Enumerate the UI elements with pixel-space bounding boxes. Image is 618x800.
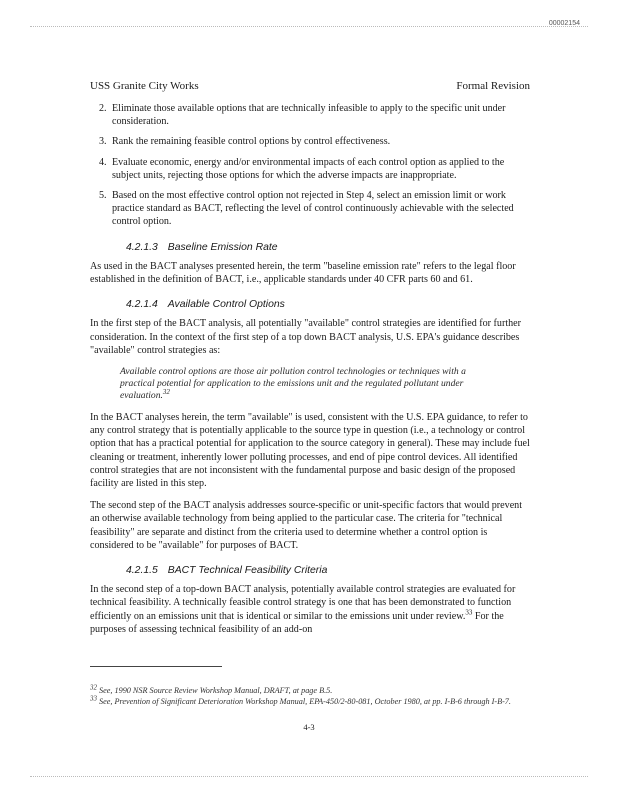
list-item <box>90 189 530 229</box>
list-item <box>90 156 530 182</box>
step-number: 2. <box>99 103 107 114</box>
footnotes <box>90 683 530 707</box>
step-number: 4. <box>99 156 107 168</box>
footnote-text: See, 1990 NSR Source Review Workshop Manual, DRAFT, at page B.5. <box>99 686 333 695</box>
available-paragraph-2: In the BACT analyses herein, the term "available" is used, consistent with the U.S. EPA guidance, to refer to any control strategy that is potentially applicable to the source type in question (i.e., a technology or control option that has a practical potential for application to the source category in general). These may include fuel cleaning or treatment, inherently lower polluting processes, and end of pipe control devices. All identified control strategies that are not inconsistent with the fundamental purpose and basic design of the proposed facility are listed in this step. <box>90 412 530 490</box>
list-item <box>90 135 530 148</box>
step-text: Based on the most effective control option not rejected in Step 4, select an emission limit or work practice standard as BACT, reflecting the level of control continuously achievable with the selected control option. <box>112 190 514 228</box>
feasibility-text-a: In the second step of a top-down BACT analysis, potentially available control strategies are evaluated for technical feasibility. A technically feasible control strategy is one that has been demonstrated to function efficiently on an emissions unit that is identical or similar to the emissions unit under review. <box>90 584 516 622</box>
footnote-ref: 32 <box>162 387 170 396</box>
scan-border-top <box>30 26 588 27</box>
section-number: 4.2.1.5 <box>126 565 158 577</box>
page-header <box>90 80 530 94</box>
scan-border-bottom <box>30 776 588 777</box>
available-intro-paragraph: In the first step of the BACT analysis, all potentially "available" control strategies are identified for further consideration. In the context of the first step of a top down BACT analysis, U.S. EPA's guidance describes "available" control strategies as: <box>90 318 522 356</box>
footnote-number: 32 <box>90 683 97 692</box>
document-id: 00002154 <box>548 20 580 27</box>
section-number: 4.2.1.3 <box>126 241 158 253</box>
step-text: Eliminate those available options that are technically infeasible to apply to the specific unit under consideration. <box>112 103 506 128</box>
footnote-text: See, Prevention of Significant Deterioration Workshop Manual, EPA-450/2-80-081, October 1980, at pp. I-B-6 through I-B-7. <box>99 696 511 706</box>
step-text: Rank the remaining feasible control options by control effectiveness. <box>112 136 391 148</box>
footnote-divider <box>90 666 222 667</box>
section-heading-feasibility <box>126 564 530 577</box>
bact-steps-list <box>90 102 530 229</box>
section-title: BACT Technical Feasibility Criteria <box>167 565 328 577</box>
available-paragraph-3: The second step of the BACT analysis addresses source-specific or unit-specific factors that would prevent an otherwise available technology from being applied to the particular case. The criteria for "technical feasibility" are separate and distinct from the criteria used to determine whether a control option is considered to be "available" for purposes of BACT. <box>90 500 523 551</box>
feasibility-text-b: For the purposes of assessing technical feasibility of an add-on <box>90 610 504 635</box>
footnote-ref: 33 <box>465 608 473 617</box>
footnote <box>90 693 530 707</box>
header-left: USS Granite City Works <box>90 80 199 92</box>
step-number: 3. <box>99 136 107 148</box>
page-body <box>90 100 530 645</box>
epa-guidance-quote <box>120 366 500 402</box>
section-title: Baseline Emission Rate <box>167 241 278 253</box>
quote-text: Available control options are those air pollution control technologies or techniques with a practical potential for application to the emissions unit and the regulated pollutant under evaluation. <box>120 366 466 402</box>
page-number: 4-3 <box>303 722 315 732</box>
footnote <box>90 683 530 696</box>
section-heading-available <box>126 298 530 311</box>
step-text: Evaluate economic, energy and/or environmental impacts of each control option as applied to the subject units, rejecting those options for which the adverse impacts are inappropriate. <box>112 156 505 181</box>
feasibility-paragraph <box>90 583 530 636</box>
step-number: 5. <box>99 190 107 202</box>
baseline-paragraph: As used in the BACT analyses presented herein, the term "baseline emission rate" refers to the legal floor established in the definition of BACT, i.e., applicable standards under 40 CFR parts 60 and 61. <box>90 260 516 286</box>
section-title: Available Control Options <box>167 299 285 311</box>
section-number: 4.2.1.4 <box>126 299 158 311</box>
header-right: Formal Revision <box>456 80 530 92</box>
list-item <box>90 102 530 128</box>
footnote-number: 33 <box>90 693 97 702</box>
section-heading-baseline <box>126 241 530 254</box>
